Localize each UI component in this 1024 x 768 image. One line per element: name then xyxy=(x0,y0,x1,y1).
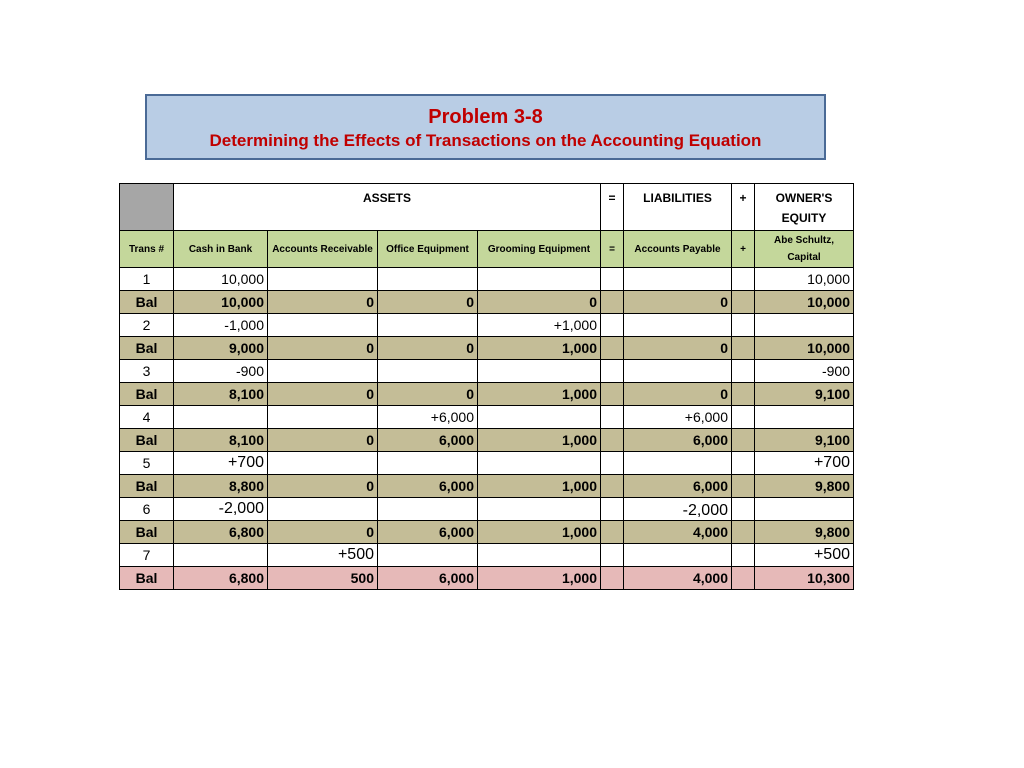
trans-id-cell: Bal xyxy=(120,521,174,544)
transaction-row xyxy=(120,406,854,429)
plus-cell xyxy=(732,544,755,567)
capital-cell: 9,800 xyxy=(755,475,854,498)
plus-cell xyxy=(732,429,755,452)
equals-cell xyxy=(601,360,624,383)
grooming-cell xyxy=(478,406,601,429)
cash-cell: 10,000 xyxy=(174,268,268,291)
payable-cell-value: -2,000 xyxy=(682,502,728,519)
equals-cell xyxy=(601,337,624,360)
capital-cell: -900 xyxy=(755,360,854,383)
cash-cell: 10,000 xyxy=(174,291,268,314)
capital-col-header: Abe Schultz, Capital xyxy=(755,231,854,268)
payable-cell: 4,000 xyxy=(624,567,732,590)
plus-cell xyxy=(732,383,755,406)
receivable-cell: +500 xyxy=(268,544,378,567)
equals-cell xyxy=(601,475,624,498)
problem-title: Problem 3-8 xyxy=(428,106,543,128)
capital-cell: 10,300 xyxy=(755,567,854,590)
office-cell xyxy=(378,314,478,337)
cash-cell: -900 xyxy=(174,360,268,383)
title-box xyxy=(145,94,826,160)
plus-header: + xyxy=(732,184,755,231)
payable-cell: 0 xyxy=(624,383,732,406)
subheader-row xyxy=(120,231,854,268)
grooming-cell xyxy=(478,268,601,291)
transaction-row xyxy=(120,452,854,475)
grooming-cell xyxy=(478,452,601,475)
trans-id-cell: Bal xyxy=(120,383,174,406)
capital-cell: +700 xyxy=(755,452,854,475)
trans-id-cell: 6 xyxy=(120,498,174,521)
trans-id-cell: 5 xyxy=(120,452,174,475)
grooming-cell xyxy=(478,544,601,567)
plus-cell xyxy=(732,291,755,314)
receivable-cell: 0 xyxy=(268,383,378,406)
balance-row xyxy=(120,291,854,314)
equals-cell xyxy=(601,314,624,337)
cash-cell: -1,000 xyxy=(174,314,268,337)
cash-cell: 6,800 xyxy=(174,521,268,544)
balance-row xyxy=(120,475,854,498)
header-corner xyxy=(120,184,174,231)
office-cell: 6,000 xyxy=(378,475,478,498)
grooming-cell: 1,000 xyxy=(478,475,601,498)
cash-cell: 6,800 xyxy=(174,567,268,590)
office-cell: 6,000 xyxy=(378,521,478,544)
trans-id-cell: Bal xyxy=(120,291,174,314)
receivable-cell: 500 xyxy=(268,567,378,590)
payable-col-header: Accounts Payable xyxy=(624,231,732,268)
capital-cell: 10,000 xyxy=(755,291,854,314)
cash-cell: 9,000 xyxy=(174,337,268,360)
cash-cell xyxy=(174,406,268,429)
receivable-cell xyxy=(268,360,378,383)
payable-cell xyxy=(624,452,732,475)
balance-row xyxy=(120,429,854,452)
accounting-equation-table xyxy=(119,183,854,590)
grooming-cell: 1,000 xyxy=(478,383,601,406)
cash-cell xyxy=(174,544,268,567)
trans-id-cell: Bal xyxy=(120,429,174,452)
receivable-cell: 0 xyxy=(268,521,378,544)
payable-cell xyxy=(624,544,732,567)
plus-cell xyxy=(732,314,755,337)
capital-cell xyxy=(755,498,854,521)
balance-row xyxy=(120,521,854,544)
plus-cell xyxy=(732,567,755,590)
capital-cell: 9,100 xyxy=(755,429,854,452)
trans-id-cell: 1 xyxy=(120,268,174,291)
trans-col-header: Trans # xyxy=(120,231,174,268)
payable-cell xyxy=(624,360,732,383)
trans-id-cell: Bal xyxy=(120,337,174,360)
trans-id-cell: Bal xyxy=(120,567,174,590)
capital-cell: +500 xyxy=(755,544,854,567)
plus-cell xyxy=(732,475,755,498)
plus-cell xyxy=(732,498,755,521)
plus-col-header: + xyxy=(732,231,755,268)
equals-cell xyxy=(601,406,624,429)
grooming-cell xyxy=(478,498,601,521)
cash-cell: -2,000 xyxy=(174,498,268,521)
transaction-row xyxy=(120,268,854,291)
office-cell xyxy=(378,452,478,475)
equals-cell xyxy=(601,521,624,544)
receivable-cell xyxy=(268,314,378,337)
cash-cell: 8,100 xyxy=(174,383,268,406)
plus-cell xyxy=(732,521,755,544)
plus-cell xyxy=(732,268,755,291)
office-cell xyxy=(378,268,478,291)
problem-subtitle: Determining the Effects of Transactions on the Accounting Equation xyxy=(209,131,762,150)
plus-cell xyxy=(732,406,755,429)
payable-cell xyxy=(624,314,732,337)
receivable-col-header: Accounts Receivable xyxy=(268,231,378,268)
cash-cell: 8,100 xyxy=(174,429,268,452)
transaction-row xyxy=(120,314,854,337)
liabilities-header: LIABILITIES xyxy=(624,184,732,231)
grooming-col-header: Grooming Equipment xyxy=(478,231,601,268)
trans-id-cell: Bal xyxy=(120,475,174,498)
office-cell: +6,000 xyxy=(378,406,478,429)
plus-cell xyxy=(732,360,755,383)
trans-id-cell: 2 xyxy=(120,314,174,337)
office-cell: 0 xyxy=(378,337,478,360)
equals-cell xyxy=(601,429,624,452)
receivable-cell: 0 xyxy=(268,475,378,498)
transaction-row xyxy=(120,544,854,567)
transaction-row xyxy=(120,498,854,521)
equity-header: OWNER'S EQUITY xyxy=(755,184,854,231)
payable-cell: +6,000 xyxy=(624,406,732,429)
office-cell xyxy=(378,360,478,383)
plus-cell xyxy=(732,452,755,475)
capital-cell: 9,800 xyxy=(755,521,854,544)
office-cell: 0 xyxy=(378,383,478,406)
grooming-cell: 1,000 xyxy=(478,521,601,544)
payable-cell: 0 xyxy=(624,337,732,360)
capital-cell: 10,000 xyxy=(755,268,854,291)
grooming-cell: 1,000 xyxy=(478,337,601,360)
balance-row xyxy=(120,567,854,590)
equals-cell xyxy=(601,452,624,475)
payable-cell xyxy=(624,498,732,521)
capital-cell: 9,100 xyxy=(755,383,854,406)
capital-cell: 10,000 xyxy=(755,337,854,360)
balance-row xyxy=(120,383,854,406)
receivable-cell xyxy=(268,406,378,429)
grooming-cell: 1,000 xyxy=(478,429,601,452)
receivable-cell xyxy=(268,498,378,521)
equals-cell xyxy=(601,498,624,521)
payable-cell: 4,000 xyxy=(624,521,732,544)
receivable-cell xyxy=(268,268,378,291)
equals-header: = xyxy=(601,184,624,231)
capital-cell xyxy=(755,406,854,429)
office-cell: 6,000 xyxy=(378,429,478,452)
office-cell xyxy=(378,498,478,521)
trans-id-cell: 3 xyxy=(120,360,174,383)
payable-cell: 0 xyxy=(624,291,732,314)
receivable-cell: 0 xyxy=(268,337,378,360)
equals-col-header: = xyxy=(601,231,624,268)
header-row xyxy=(120,184,854,231)
receivable-cell xyxy=(268,452,378,475)
grooming-cell: 0 xyxy=(478,291,601,314)
equals-cell xyxy=(601,291,624,314)
cash-col-header: Cash in Bank xyxy=(174,231,268,268)
payable-cell: 6,000 xyxy=(624,475,732,498)
capital-cell xyxy=(755,314,854,337)
payable-cell xyxy=(624,268,732,291)
payable-cell: 6,000 xyxy=(624,429,732,452)
assets-header: ASSETS xyxy=(174,184,601,231)
plus-cell xyxy=(732,337,755,360)
grooming-cell xyxy=(478,360,601,383)
trans-id-cell: 7 xyxy=(120,544,174,567)
receivable-cell: 0 xyxy=(268,291,378,314)
trans-id-cell: 4 xyxy=(120,406,174,429)
grooming-cell: 1,000 xyxy=(478,567,601,590)
balance-row xyxy=(120,337,854,360)
equals-cell xyxy=(601,383,624,406)
office-cell xyxy=(378,544,478,567)
equals-cell xyxy=(601,544,624,567)
office-cell: 6,000 xyxy=(378,567,478,590)
grooming-cell: +1,000 xyxy=(478,314,601,337)
equals-cell xyxy=(601,567,624,590)
office-col-header: Office Equipment xyxy=(378,231,478,268)
equals-cell xyxy=(601,268,624,291)
cash-cell: 8,800 xyxy=(174,475,268,498)
office-cell: 0 xyxy=(378,291,478,314)
receivable-cell: 0 xyxy=(268,429,378,452)
transaction-row xyxy=(120,360,854,383)
cash-cell: +700 xyxy=(174,452,268,475)
